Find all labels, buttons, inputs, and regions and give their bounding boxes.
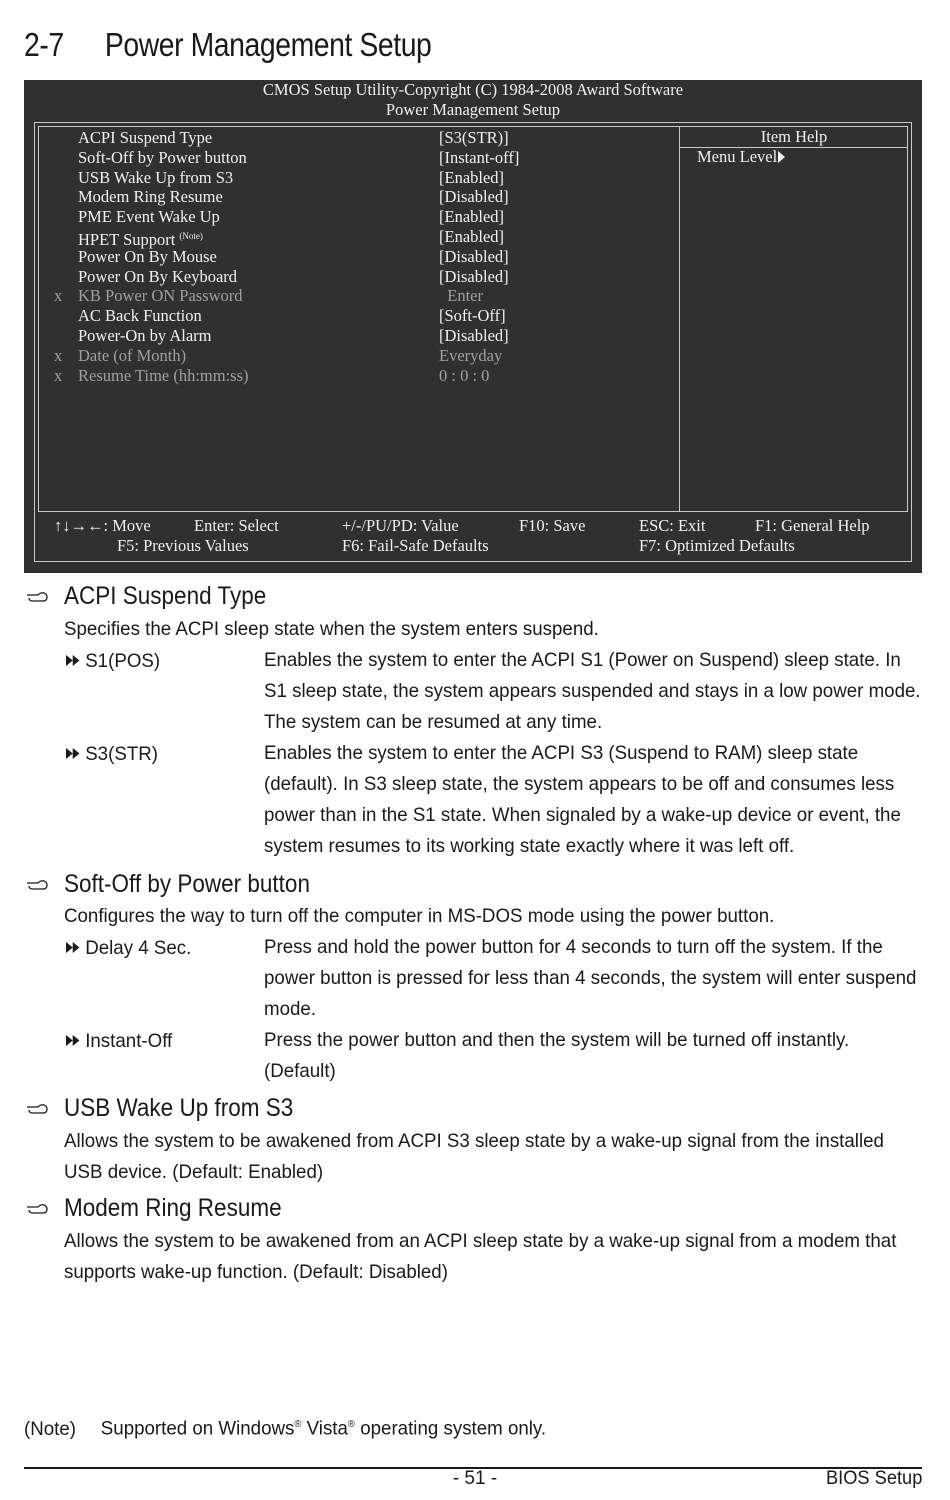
setting-power-on-by-keyboard[interactable] — [24, 267, 679, 287]
setting-value[interactable]: [Disabled] — [439, 246, 509, 266]
setting-modem-ring-resume[interactable] — [24, 187, 679, 207]
double-triangle-right-icon — [66, 738, 79, 769]
option-description: Enables the system to enter the ACPI S1 (Power on Suspend) sleep state. In S1 sleep state, the system appears suspended and stays in a low power mode. The system can be resumed at any time. — [264, 649, 921, 733]
setting-value[interactable]: [Enabled] — [439, 226, 505, 246]
footnote-text-end: operating system only. — [355, 1417, 547, 1440]
setting-value[interactable]: [Disabled] — [439, 325, 509, 345]
setting-label: Date (of Month) — [78, 345, 187, 365]
disabled-mark: x — [54, 365, 63, 385]
setting-label: Modem Ring Resume — [78, 187, 223, 207]
footnote-text-mid: Vista — [301, 1417, 348, 1440]
section-intro: Specifies the ACPI sleep state when the system enters suspend. — [64, 618, 599, 640]
option-instant-off — [66, 1025, 172, 1057]
setting-power-on-by-mouse[interactable] — [24, 247, 679, 267]
menu-level — [697, 147, 785, 167]
setting-label: Power-On by Alarm — [78, 325, 212, 345]
key-fail-safe-defaults: F6: Fail-Safe Defaults — [342, 536, 489, 555]
key-select: Enter: Select — [194, 516, 279, 535]
key-previous-values: F5: Previous Values — [117, 536, 249, 555]
setting-value[interactable]: [Soft-Off] — [439, 306, 506, 326]
setting-label: ACPI Suspend Type — [78, 128, 213, 147]
double-triangle-right-icon — [66, 1025, 79, 1056]
setting-acpi-suspend-type[interactable] — [24, 128, 679, 148]
section-heading-usb-wake-up: USB Wake Up from S3 — [64, 1094, 294, 1122]
registered-mark: ® — [347, 1419, 356, 1430]
section-intro: Allows the system to be awakened from ACPI S3 sleep state by a wake-up signal from the installed USB device. (Default: Enabled) — [64, 1130, 884, 1183]
setting-label: USB Wake Up from S3 — [78, 167, 234, 187]
settings-list — [24, 128, 679, 385]
registered-mark: ® — [294, 1419, 302, 1430]
double-triangle-right-icon — [66, 932, 79, 963]
setting-value[interactable]: [Enabled] — [439, 167, 505, 187]
setting-label: KB Power ON Password — [78, 286, 243, 306]
note-superscript: (Note) — [179, 230, 203, 241]
key-save: F10: Save — [519, 516, 586, 535]
bios-screen — [24, 80, 922, 573]
section-intro: Configures the way to turn off the computer in MS-DOS mode using the power button. — [64, 905, 775, 927]
setting-kb-power-on-password — [24, 286, 679, 306]
setting-value[interactable]: [Disabled] — [439, 266, 509, 286]
section-number: 2-7 — [24, 26, 64, 63]
setting-label: Power On By Keyboard — [78, 266, 238, 286]
setting-power-on-by-alarm[interactable] — [24, 326, 679, 346]
triangle-right-icon — [778, 151, 785, 163]
key-move: ↑↓→←: Move — [54, 516, 151, 535]
setting-value[interactable]: [S3(STR)] — [439, 128, 509, 147]
key-optimized-defaults: F7: Optimized Defaults — [639, 536, 795, 555]
footnote-text-start: Supported on Windows — [100, 1417, 295, 1440]
option-s1 — [66, 645, 160, 677]
option-name: S1(POS) — [85, 650, 161, 672]
option-delay-4-sec — [66, 932, 191, 964]
option-description: Press and hold the power button for 4 seconds to turn off the system. If the power button is pressed for less than 4 seconds, the system will enter suspend mode. — [264, 936, 917, 1020]
key-help-bar — [24, 516, 922, 558]
key-general-help: F1: General Help — [755, 516, 870, 535]
option-name: Delay 4 Sec. — [85, 937, 192, 959]
option-description: Enables the system to enter the ACPI S3 (Suspend to RAM) sleep state (default). In S3 sleep state, the system appears to be off and consumes less power than in the S1 state. When signaled by a wake-up device or event, the system resumes to its working state exactly where it was left off. — [264, 742, 901, 857]
section-heading-acpi-suspend-type: ACPI Suspend Type — [64, 582, 267, 610]
nav-divider — [38, 511, 908, 512]
chapter-name: BIOS Setup — [825, 1468, 922, 1489]
item-help-title: Item Help — [760, 127, 828, 146]
setting-hpet-support[interactable] — [24, 227, 679, 247]
section-intro: Allows the system to be awakened from an ACPI sleep state by a wake-up signal from a modem that supports wake-up function. (Default: Disabled) — [64, 1230, 897, 1283]
setting-pme-event-wake-up[interactable] — [24, 207, 679, 227]
option-name: Instant-Off — [85, 1030, 173, 1052]
section-heading-soft-off: Soft-Off by Power button — [64, 870, 310, 898]
disabled-mark: x — [54, 345, 63, 365]
footnote — [24, 1411, 546, 1443]
setting-label: Soft-Off by Power button — [78, 147, 247, 167]
key-value: +/-/PU/PD: Value — [342, 516, 459, 535]
bios-screen-title: Power Management Setup — [385, 100, 561, 119]
bios-copyright: CMOS Setup Utility-Copyright (C) 1984-2008 Award Software — [262, 80, 684, 99]
pointing-hand-icon — [26, 1103, 48, 1115]
menu-level-label: Menu Level — [697, 147, 778, 166]
setting-label: AC Back Function — [78, 306, 202, 326]
pointing-hand-icon — [26, 879, 48, 891]
setting-value[interactable]: [Enabled] — [439, 207, 505, 227]
setting-resume-time — [24, 366, 679, 386]
setting-label: Power On By Mouse — [78, 246, 217, 266]
section-title: Power Management Setup — [104, 26, 432, 63]
key-exit: ESC: Exit — [639, 516, 706, 535]
setting-soft-off-by-power-button[interactable] — [24, 148, 679, 168]
setting-value[interactable]: [Instant-off] — [439, 147, 520, 167]
page-title — [24, 26, 431, 64]
setting-value: Enter — [439, 286, 483, 306]
pointing-hand-icon — [26, 591, 48, 603]
page-number: - 51 - — [452, 1468, 498, 1489]
setting-label-text: HPET Support — [78, 229, 176, 249]
pointing-hand-icon — [26, 1203, 48, 1215]
setting-ac-back-function[interactable] — [24, 306, 679, 326]
double-triangle-right-icon — [66, 645, 79, 676]
option-description: Press the power button and then the system will be turned off instantly. (Default) — [264, 1029, 850, 1082]
setting-date-of-month — [24, 346, 679, 366]
setting-label: PME Event Wake Up — [78, 207, 220, 227]
setting-value: 0 : 0 : 0 — [439, 365, 490, 385]
setting-usb-wake-up[interactable] — [24, 168, 679, 188]
help-panel-divider — [679, 126, 680, 512]
footnote-label: (Note) — [24, 1417, 77, 1440]
setting-label: Resume Time (hh:mm:ss) — [78, 365, 249, 385]
option-s3 — [66, 738, 158, 770]
setting-value: Everyday — [439, 345, 503, 365]
option-name: S3(STR) — [85, 743, 159, 765]
setting-value[interactable]: [Disabled] — [439, 187, 509, 207]
disabled-mark: x — [54, 286, 63, 306]
section-heading-modem-ring-resume: Modem Ring Resume — [64, 1194, 282, 1222]
